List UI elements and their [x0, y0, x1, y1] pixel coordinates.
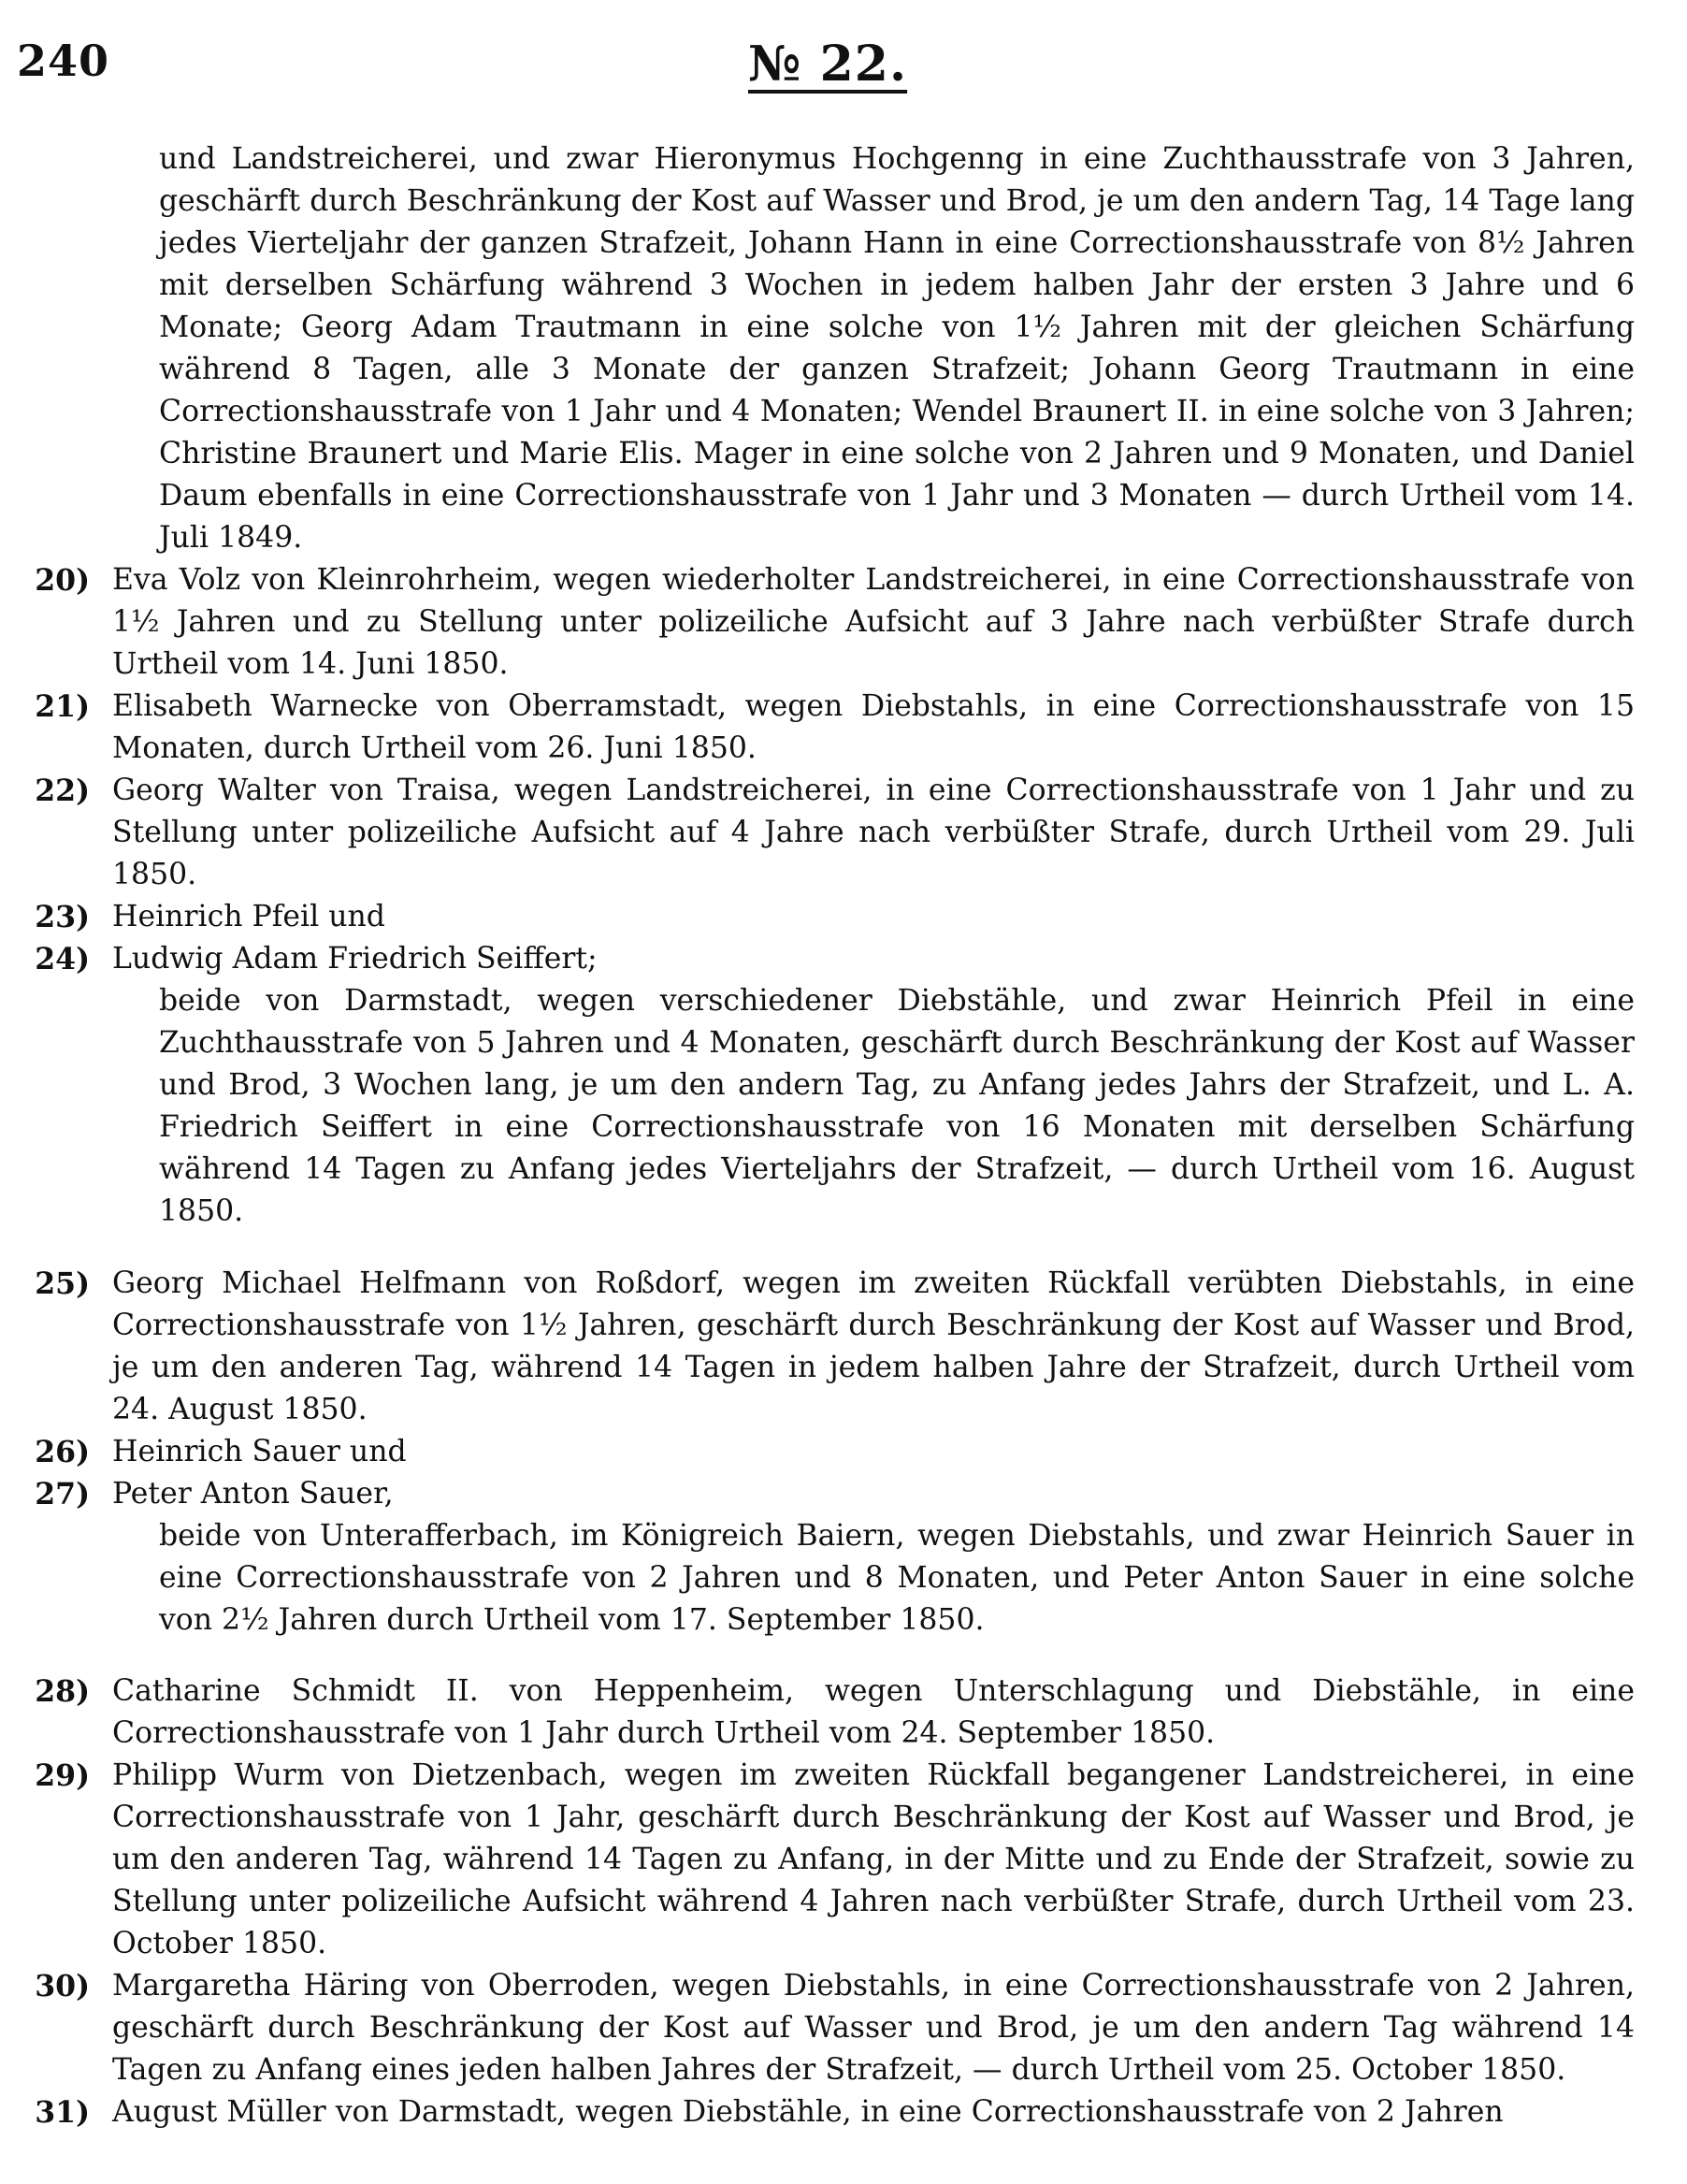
entry-number: 20): [35, 563, 90, 598]
entry-number: 21): [35, 689, 90, 724]
entry-number: 24): [35, 942, 90, 976]
shared-clause-text: beide von Unterafferbach, im Königreich Baiern, wegen Diebstahls, und zwar Heinrich Sauer in eine Correctionshausstrafe von 2 Jahren und 8 Monaten, und Peter Anton Sauer in eine solche von 2½ Jahren durch Urtheil vom 17. September 1850.: [159, 1518, 1635, 1637]
entry-text: Georg Michael Helfmann von Roßdorf, wegen im zweiten Rückfall verübten Diebstahls, in eine Correctionshausstrafe von 1½ Jahren, geschärft durch Beschränkung der Kost auf Wasser und Brod, je um den anderen Tag, während 14 Tagen in jedem halben Jahre der Strafzeit, durch Urtheil vom 24. August 1850.: [112, 1266, 1635, 1426]
shared-clause-23-24: [112, 980, 1635, 1233]
entry-text: Ludwig Adam Friedrich Seiffert;: [112, 942, 598, 976]
entry-number: 22): [35, 774, 90, 808]
list-item: [26, 938, 1635, 980]
shared-clause-text: beide von Darmstadt, wegen verschiedener Diebstähle, und zwar Heinrich Pfeil in eine Zuchthausstrafe von 5 Jahren und 4 Monaten, geschärft durch Beschränkung der Kost auf Wasser und Brod, 3 Wochen lang, je um den andern Tag, zu Anfang jedes Jahrs der Strafzeit, und L. A. Friedrich Seiffert in eine Correctionshausstrafe von 16 Monaten mit derselben Schärfung während 14 Tagen zu Anfang jedes Vierteljahrs der Strafzeit, — durch Urtheil vom 16. August 1850.: [159, 984, 1635, 1228]
entry-number: 23): [35, 900, 90, 934]
list-item: [26, 1671, 1635, 1755]
list-item: [26, 896, 1635, 938]
continuation-paragraph: und Landstreicherei, und zwar Hieronymus Hochgenng in eine Zuchthausstrafe von 3 Jahren, geschärft durch Beschränkung der Kost auf Wasser und Brod, je um den andern Tag, 14 Tage lang jedes Vierteljahr der ganzen Strafzeit, Johann Hann in eine Correctionshausstrafe von 8½ Jahren mit derselben Schärfung während 3 Wochen in jedem halben Jahr der ersten 3 Jahre und 6 Monate; Georg Adam Trautmann in eine solche von 1½ Jahren mit der gleichen Schärfung während 8 Tagen, alle 3 Monate der ganzen Strafzeit; Johann Georg Trautmann in eine Correctionshausstrafe von 1 Jahr und 4 Monaten; Wendel Braunert II. in eine solche von 3 Jahren; Christine Braunert und Marie Elis. Mager in eine solche von 2 Jahren und 9 Monaten, und Daniel Daum ebenfalls in eine Correctionshausstrafe von 1 Jahr und 3 Monaten — durch Urtheil vom 14. Juli 1849.: [159, 142, 1635, 555]
list-item: [26, 559, 1635, 686]
entry-text: Peter Anton Sauer,: [112, 1476, 394, 1511]
entry-text: Margaretha Häring von Oberroden, wegen Diebstahls, in eine Correctionshausstrafe von 2 Jahren, geschärft durch Beschränkung der Kost auf Wasser und Brod, je um den andern Tag während 14 Tagen zu Anfang eines jeden halben Jahres der Strafzeit, — durch Urtheil vom 25. October 1850.: [112, 1969, 1635, 2087]
entry-number: 30): [35, 1969, 90, 2003]
entry-number: 28): [35, 1674, 90, 1709]
page-number: 240: [17, 36, 110, 86]
list-item: [26, 1965, 1635, 2091]
entry-number: 31): [35, 2095, 90, 2130]
body-text: [26, 138, 1635, 2133]
list-item: [26, 2091, 1635, 2133]
list-item: [26, 1431, 1635, 1473]
entry-text: Elisabeth Warnecke von Oberramstadt, wegen Diebstahls, in eine Correctionshausstrafe von 15 Monaten, durch Urtheil vom 26. Juni 1850.: [112, 689, 1635, 765]
entry-text: Heinrich Sauer und: [112, 1434, 407, 1468]
entry-text: Catharine Schmidt II. von Heppenheim, wegen Unterschlagung und Diebstähle, in eine Correctionshausstrafe von 1 Jahr durch Urtheil vom 24. September 1850.: [112, 1674, 1635, 1750]
entry-number: 25): [35, 1266, 90, 1301]
list-item: [26, 770, 1635, 896]
list-item: [26, 1473, 1635, 1515]
entry-number: 26): [35, 1434, 90, 1469]
list-item: [26, 1263, 1635, 1431]
entry-text: Heinrich Pfeil und: [112, 900, 385, 933]
shared-clause-26-27: [112, 1515, 1635, 1642]
issue-number: № 22.: [748, 36, 908, 93]
list-item: [26, 686, 1635, 770]
entry-text: August Müller von Darmstadt, wegen Diebstähle, in eine Correctionshausstrafe von 2 Jahren: [112, 2095, 1504, 2129]
entry-number: 29): [35, 1758, 90, 1793]
entry-text: Eva Volz von Kleinrohrheim, wegen wiederholter Landstreicherei, in eine Correctionshausstrafe von 1½ Jahren und zu Stellung unter polizeiliche Aufsicht auf 3 Jahre nach verbüßter Strafe durch Urtheil vom 14. Juni 1850.: [112, 563, 1635, 681]
entry-number: 27): [35, 1476, 90, 1511]
list-item: [26, 1755, 1635, 1965]
entry-text: Philipp Wurm von Dietzenbach, wegen im zweiten Rückfall begangener Landstreicherei, in eine Correctionshausstrafe von 1 Jahr, geschärft durch Beschränkung der Kost auf Wasser und Brod, je um den anderen Tag, während 14 Tagen zu Anfang, in der Mitte und zu Ende der Strafzeit, sowie zu Stellung unter polizeiliche Aufsicht während 4 Jahren nach verbüßter Strafe, durch Urtheil vom 23. October 1850.: [112, 1758, 1635, 1960]
entry-text: Georg Walter von Traisa, wegen Landstreicherei, in eine Correctionshausstrafe von 1 Jahr und zu Stellung unter polizeiliche Aufsicht auf 4 Jahre nach verbüßter Strafe, durch Urtheil vom 29. Juli 1850.: [112, 774, 1635, 891]
